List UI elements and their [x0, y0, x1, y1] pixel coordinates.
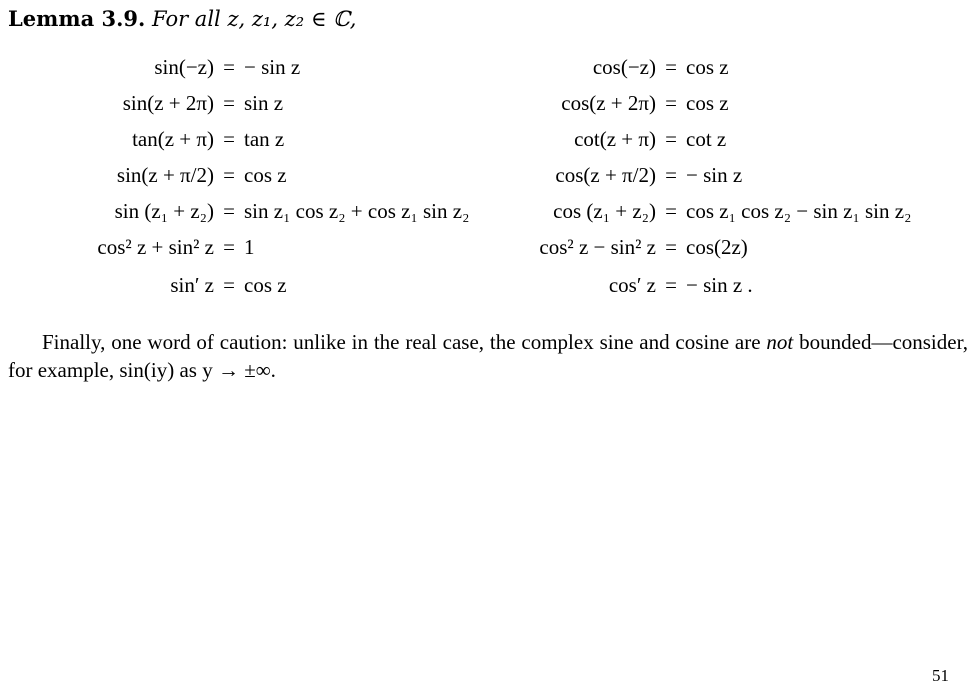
- paragraph-text-part1: Finally, one word of caution: unlike in the real case, the complex sine and cosine are: [42, 330, 767, 354]
- identity-right-lhs: cos² z − sin² z: [539, 235, 656, 259]
- identity-right-rhs: cos z: [686, 91, 729, 115]
- equals-sign: =: [223, 91, 235, 115]
- equals-sign: =: [223, 127, 235, 151]
- equals-sign: =: [665, 127, 677, 151]
- identity-left-rhs: 1: [244, 235, 255, 259]
- identity-left-lhs: tan(z + π): [132, 127, 214, 151]
- identity-right-lhs: cos(z + 2π): [561, 91, 656, 115]
- lemma-condition: For all z, z₁, z₂ ∈ ℂ,: [152, 7, 357, 31]
- caution-paragraph: [8, 328, 968, 384]
- identity-left-rhs: tan z: [244, 127, 285, 151]
- equals-sign: =: [665, 163, 677, 187]
- identity-right-rhs: cos z₁ cos z₂ − sin z₁ sin z₂: [686, 199, 912, 223]
- identity-left-lhs: sin(z + 2π): [122, 91, 214, 115]
- equals-sign: =: [665, 91, 677, 115]
- paragraph-text-part2: bounded—consider, for example, sin(iy) as y → ±∞.: [8, 330, 968, 382]
- equals-sign: =: [665, 273, 677, 297]
- identity-right-rhs: cos(2z): [686, 235, 748, 259]
- identity-row: [0, 91, 980, 121]
- equals-sign: =: [665, 235, 677, 259]
- identity-row: [0, 55, 980, 85]
- identity-left-lhs: cos² z + sin² z: [97, 235, 214, 259]
- identity-left-lhs: sin′ z: [170, 273, 214, 297]
- identity-right-rhs: − sin z: [686, 163, 743, 187]
- identity-right-lhs: cos(z + π/2): [555, 163, 656, 187]
- equals-sign: =: [665, 55, 677, 79]
- identity-row: [0, 199, 980, 229]
- page-number: 51: [932, 666, 949, 685]
- equals-sign: =: [223, 55, 235, 79]
- equals-sign: =: [665, 199, 677, 223]
- identity-left-rhs: sin z: [244, 91, 284, 115]
- identity-left-rhs: − sin z: [244, 55, 301, 79]
- identity-right-lhs: cos(−z): [592, 55, 656, 79]
- identity-right-lhs: cos (z₁ + z₂): [553, 199, 656, 223]
- identity-row: [0, 273, 980, 303]
- identity-row: [0, 127, 980, 157]
- lemma-statement: [8, 6, 356, 31]
- identity-row: [0, 163, 980, 193]
- identity-right-rhs: − sin z .: [686, 273, 753, 297]
- identity-left-rhs: cos z: [244, 273, 287, 297]
- identity-left-lhs: sin (z₁ + z₂): [114, 199, 214, 223]
- identity-right-lhs: cos′ z: [608, 273, 656, 297]
- paragraph-emphasis: not: [766, 330, 794, 354]
- equals-sign: =: [223, 163, 235, 187]
- identity-left-rhs: cos z: [244, 163, 287, 187]
- equals-sign: =: [223, 235, 235, 259]
- equals-sign: =: [223, 199, 235, 223]
- identity-left-lhs: sin(z + π/2): [116, 163, 214, 187]
- identity-right-rhs: cot z: [686, 127, 727, 151]
- lemma-heading: Lemma 3.9.: [8, 6, 146, 31]
- identity-row: [0, 235, 980, 265]
- identity-right-lhs: cot(z + π): [574, 127, 656, 151]
- identity-left-lhs: sin(−z): [154, 55, 214, 79]
- equals-sign: =: [223, 273, 235, 297]
- identity-left-rhs: sin z₁ cos z₂ + cos z₁ sin z₂: [244, 199, 470, 223]
- identity-right-rhs: cos z: [686, 55, 729, 79]
